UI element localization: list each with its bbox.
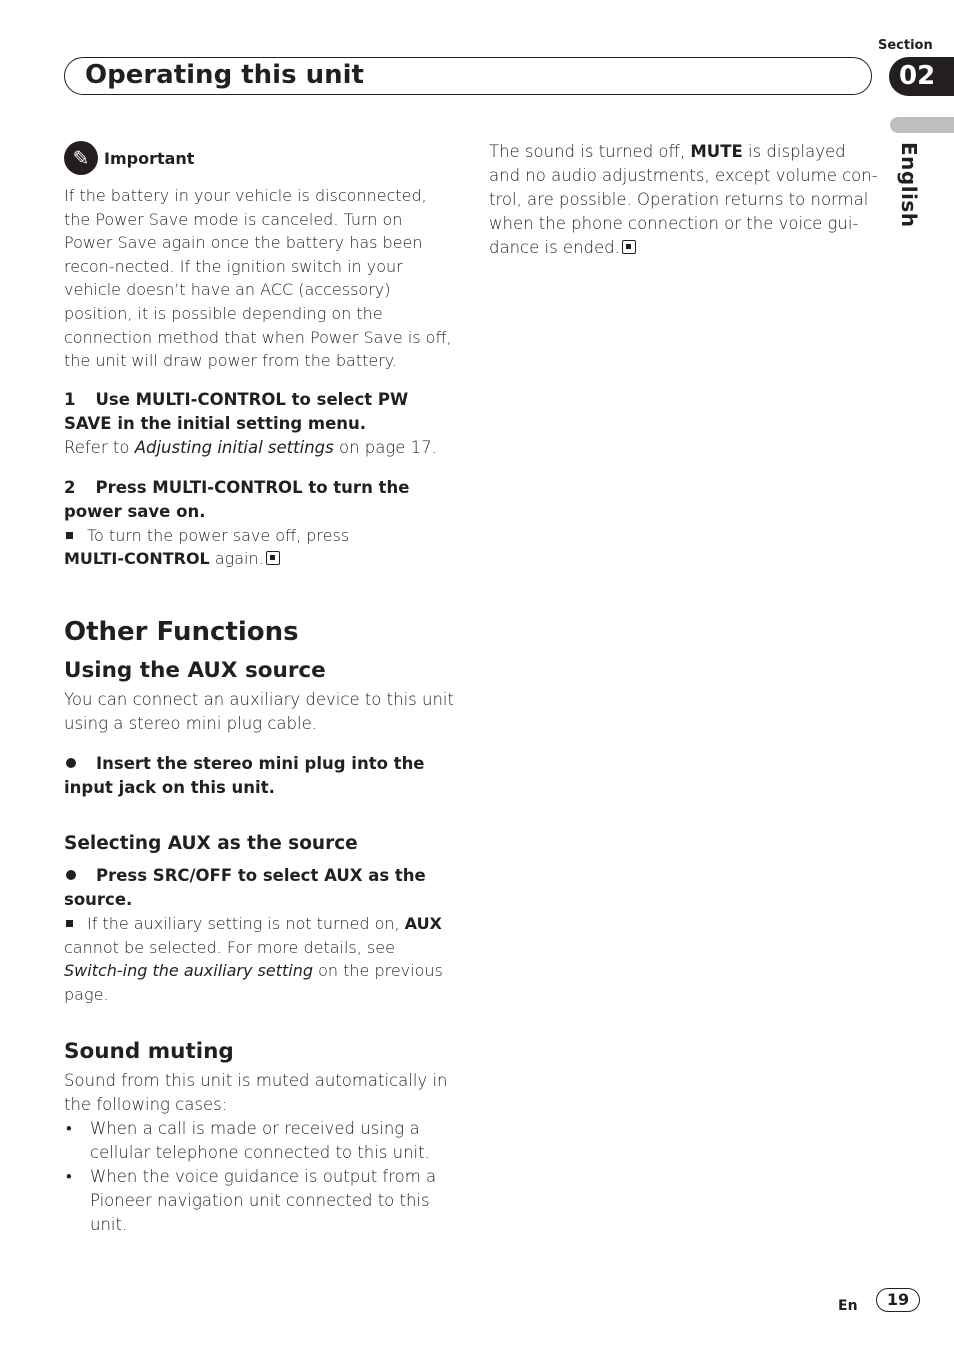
step-2-text: Press MULTI-CONTROL to turn the power save on.	[64, 477, 410, 521]
result-prefix: The sound is turned off,	[489, 142, 691, 161]
step-1-number: 1	[64, 389, 76, 409]
sound-muting-intro: Sound from this unit is muted automatically in the following cases:	[64, 1071, 448, 1115]
result-bold: MUTE	[690, 142, 743, 161]
select-aux-title: Selecting AUX as the source	[64, 832, 358, 854]
note-suffix: on the previous page.	[64, 961, 443, 1004]
left-column	[64, 140, 454, 1237]
section-label: Section	[878, 38, 933, 53]
step-2-number: 2	[64, 477, 76, 497]
bullet-dot-icon	[66, 870, 76, 880]
note-bold: MULTI-CONTROL	[64, 549, 210, 569]
language-tab	[890, 117, 954, 133]
step-1-text: Use MULTI-CONTROL to select PW SAVE in the initial setting menu.	[64, 389, 409, 433]
language-label: English	[897, 142, 921, 228]
note-suffix: again.	[209, 549, 264, 569]
aux-text: You can connect an auxiliary device to this unit using a stereo mini plug cable.	[64, 689, 454, 733]
important-text: If the battery in your vehicle is disconnected, the Power Save mode is canceled. Turn on Power Save again once the battery has been recon-nected. If the ignition switch in your vehicle doesn’t have an ACC (accessory) position, it is possible depending on the connection method that when Power Save is off, the unit will draw power from the battery.	[64, 186, 452, 371]
bullet-dot-icon	[66, 758, 76, 768]
right-column	[489, 140, 879, 260]
note-square-icon	[66, 532, 73, 539]
note-square-icon	[66, 920, 73, 927]
end-mark-icon	[266, 551, 280, 565]
step-2	[64, 476, 454, 524]
select-aux-note	[64, 912, 454, 1006]
note-italic: Switch-ing the auxiliary setting	[64, 961, 313, 981]
page-title: Operating this unit	[85, 60, 364, 90]
section-number-tab: 02	[889, 57, 954, 96]
ref-suffix: on page 17.	[333, 437, 437, 457]
select-aux-step-text: Press SRC/OFF to select AUX as the source.	[64, 865, 426, 909]
list-item: • When a call is made or received using a cellular telephone connected to this unit.	[64, 1117, 454, 1165]
select-aux-step	[64, 864, 454, 912]
note-mid: cannot be selected. For more details, see	[64, 937, 395, 957]
important-label: Important	[104, 148, 195, 168]
sound-muting-title: Sound muting	[64, 1039, 234, 1065]
note-bold: AUX	[404, 913, 442, 933]
note-prefix: To turn the power save off, press	[87, 525, 350, 545]
important-icon: ✎	[64, 141, 98, 175]
header-bar	[64, 57, 872, 95]
ref-link: Adjusting initial settings	[134, 437, 334, 457]
list-item: • When the voice guidance is output from a Pioneer navigation unit connected to this unit.	[64, 1165, 454, 1237]
step-1-reference	[64, 436, 454, 460]
note-prefix: If the auxiliary setting is not turned on,	[87, 913, 405, 933]
language-code: En	[838, 1298, 858, 1314]
step-2-note	[64, 524, 454, 571]
muting-bullet-list	[64, 1117, 454, 1237]
aux-step	[64, 752, 454, 800]
aux-step-text: Insert the stereo mini plug into the input jack on this unit.	[64, 753, 425, 797]
aux-title: Using the AUX source	[64, 657, 326, 683]
important-heading	[64, 140, 454, 176]
step-1	[64, 388, 454, 436]
ref-prefix: Refer to	[64, 437, 135, 457]
page-number: 19	[876, 1288, 920, 1312]
end-mark-icon	[622, 240, 636, 254]
result-suffix: is displayed and no audio adjustments, except volume con-trol, are possible. Operation returns to normal when the phone connection or the voice gui-dance is ended.	[489, 142, 878, 257]
other-functions-title: Other Functions	[64, 616, 299, 647]
muting-result-text	[489, 140, 879, 260]
